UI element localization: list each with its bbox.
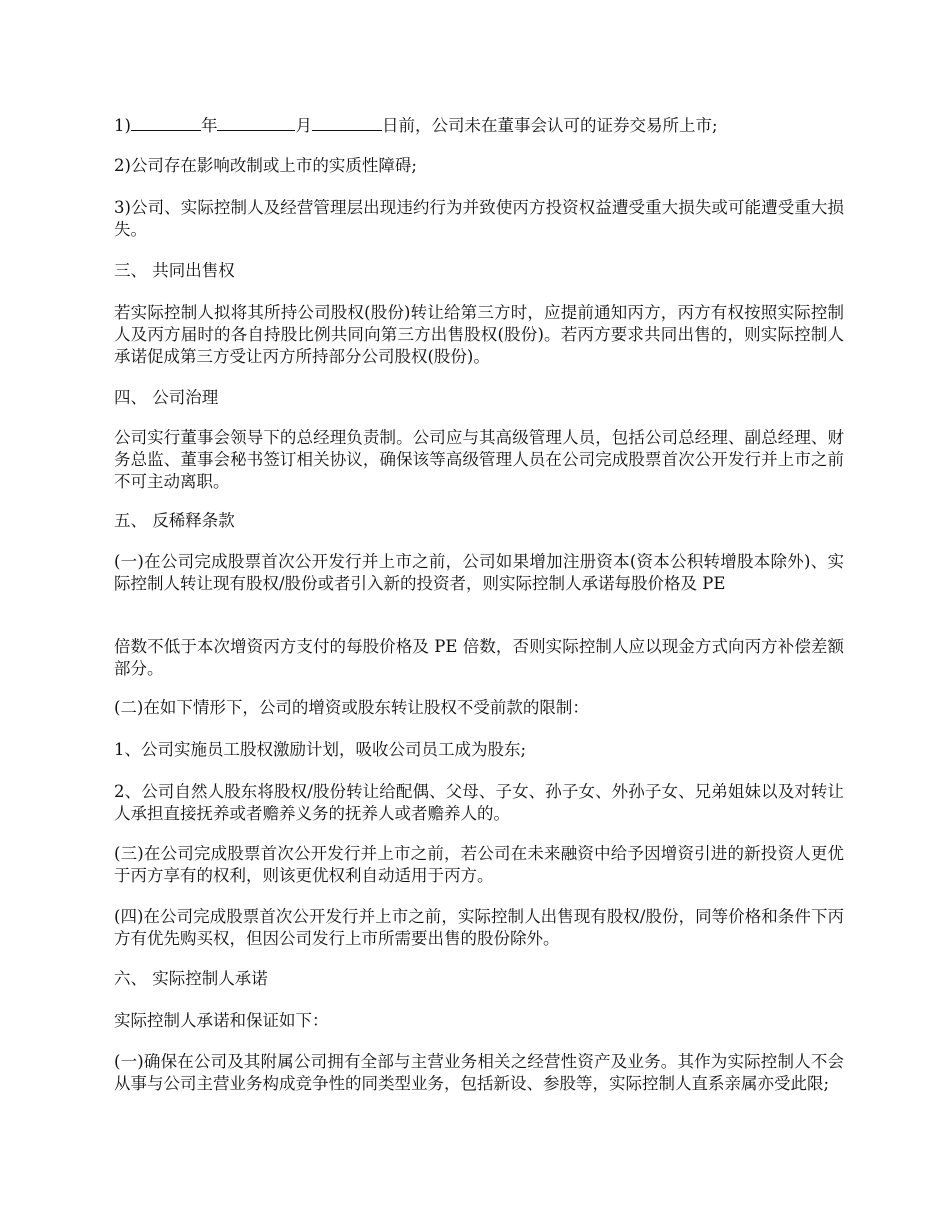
section-heading: 四、 公司治理 (114, 388, 219, 407)
paragraph: (一)在公司完成股票首次公开发行并上市之前，公司如果增加注册资本(资本公积转增股本除外)、实际控制人转让现有股权/股份或者引入新的投资者，则实际控制人承诺每股价格及 PE (114, 552, 844, 593)
year-blank[interactable] (131, 114, 201, 131)
section-heading: 六、 实际控制人承诺 (114, 969, 268, 988)
paragraph: (三)在公司完成股票首次公开发行并上市之前，若公司在未来融资中给予因增资引进的新投资人更优于丙方享有的权利，则该更优权利自动适用于丙方。 (114, 844, 844, 885)
month-blank[interactable] (217, 114, 295, 131)
listing-deadline-clause (114, 114, 844, 137)
paragraph: 实际控制人承诺和保证如下： (114, 1011, 329, 1030)
section-heading: 三、 共同出售权 (114, 261, 235, 280)
paragraph: (二)在如下情形下，公司的增资或股东转让股权不受前款的限制： (114, 698, 589, 717)
year-label: 年 (200, 116, 218, 135)
paragraph: 2)公司存在影响改制或上市的实质性障碍; (114, 156, 417, 175)
paragraph: 公司实行董事会领导下的总经理负责制。公司应与其高级管理人员，包括公司总经理、副总经理、财务总监、董事会秘书签订相关协议，确保该等高级管理人员在公司完成股票首次公开发行并上市之前不可主动离职。 (114, 428, 844, 491)
paragraph: 倍数不低于本次增资丙方支付的每股价格及 PE 倍数，否则实际控制人应以现金方式向丙方补偿差额部分。 (114, 637, 844, 678)
clause-number: 1) (114, 116, 131, 135)
month-label: 月 (295, 116, 312, 135)
day-blank[interactable] (312, 114, 382, 131)
paragraph: 3)公司、实际控制人及经营管理层出现违约行为并致使丙方投资权益遭受重大损失或可能遭受重大损失。 (114, 198, 844, 239)
paragraph: (四)在公司完成股票首次公开发行并上市之前，实际控制人出售现有股权/股份，同等价格和条件下丙方有优先购买权，但因公司发行上市所需要出售的股份除外。 (114, 907, 844, 948)
paragraph: 若实际控制人拟将其所持公司股权(股份)转让给第三方时，应提前通知丙方，丙方有权按照实际控制人及丙方届时的各自持股比例共同向第三方出售股权(股份)。若丙方要求共同出售的，则实际控制人承诺促成第三方受让丙方所持部分公司股权(股份)。 (114, 303, 844, 366)
section-heading: 五、 反稀释条款 (114, 511, 235, 530)
paragraph: 2、公司自然人股东将股权/股份转让给配偶、父母、子女、孙子女、外孙子女、兄弟姐妹以及对转让人承担直接抚养或者赡养义务的抚养人或者赡养人的。 (114, 782, 844, 823)
paragraph: (一)确保在公司及其附属公司拥有全部与主营业务相关之经营性资产及业务。其作为实际控制人不会从事与公司主营业务构成竞争性的同类型业务，包括新设、参股等，实际控制人直系亲属亦受此限; (114, 1052, 844, 1093)
day-label: 日前，公司未在董事会认可的证券交易所上市; (381, 116, 718, 135)
paragraph: 1、公司实施员工股权激励计划，吸收公司员工成为股东; (114, 740, 527, 759)
